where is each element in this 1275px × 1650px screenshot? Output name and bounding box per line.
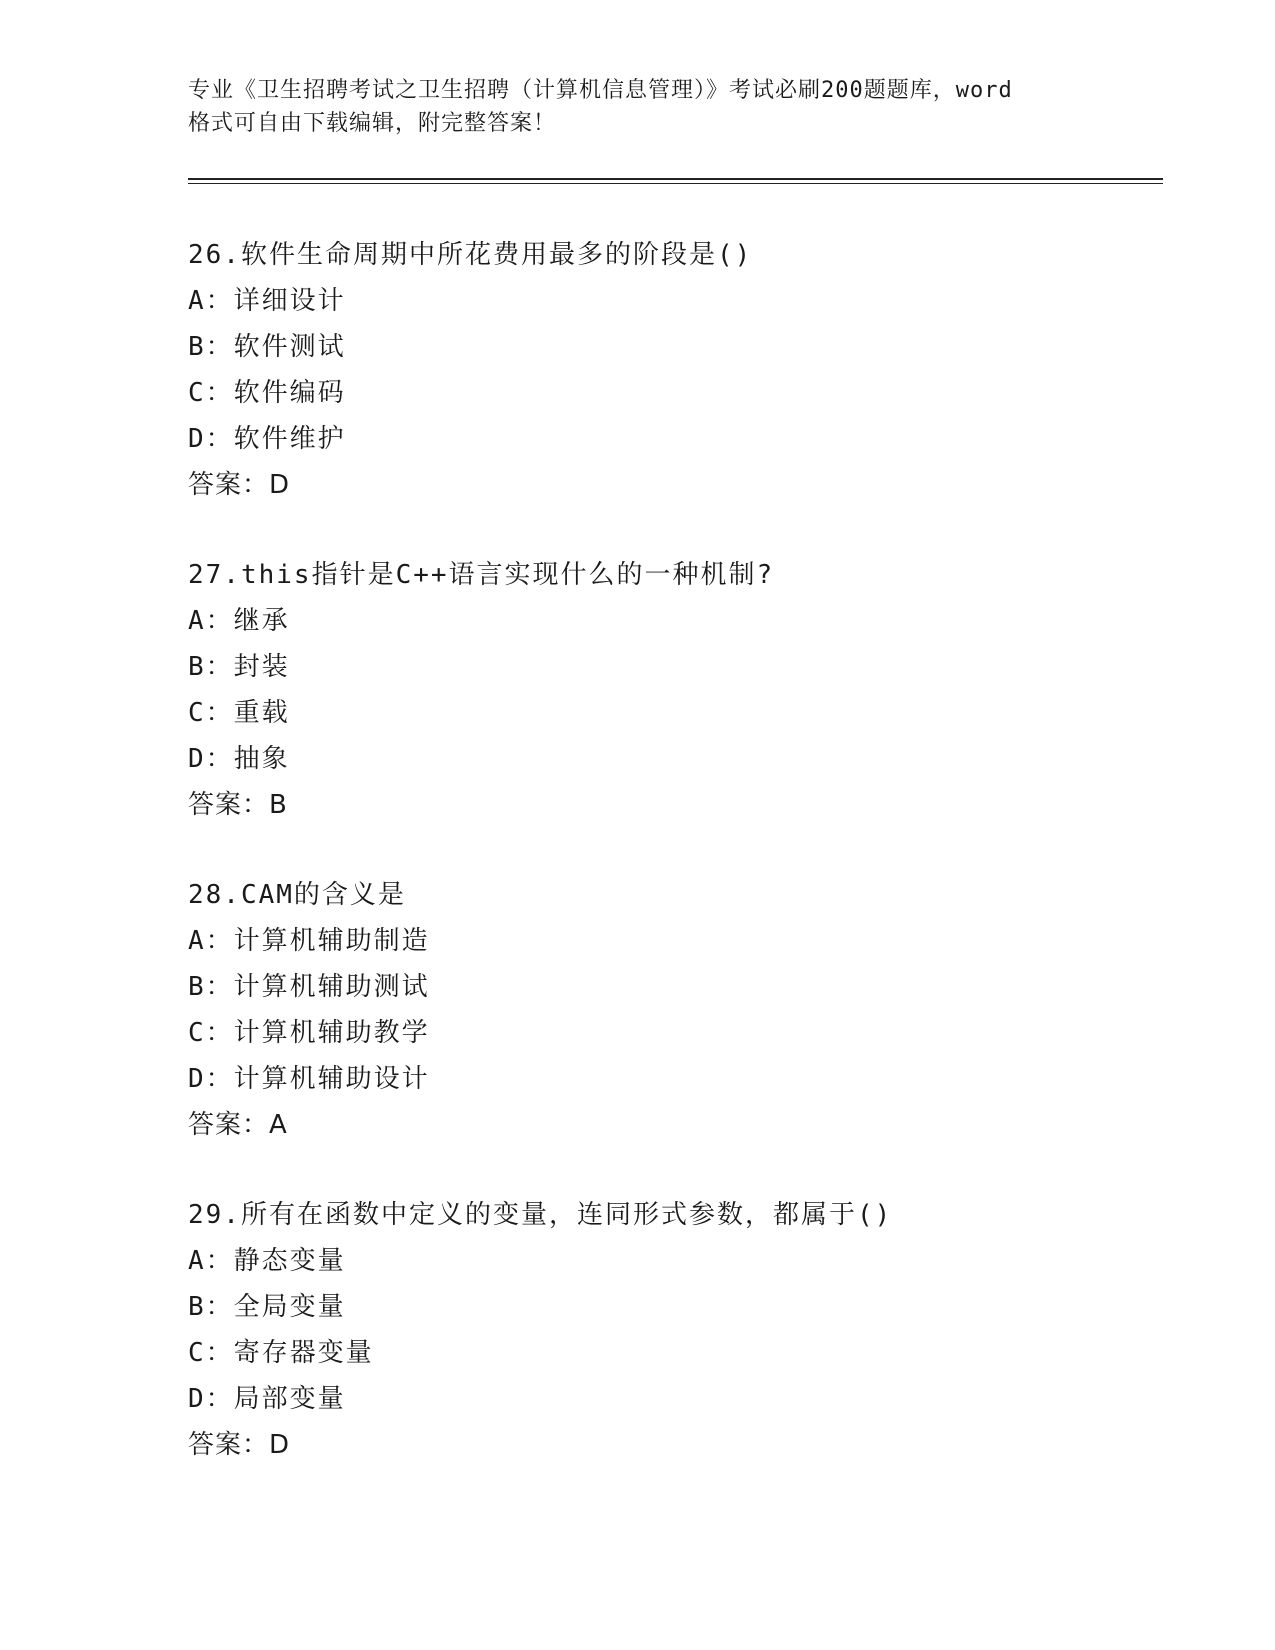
option-d: D：软件维护 — [188, 424, 346, 454]
answer-line: 答案：D — [188, 1430, 291, 1460]
answer-line: 答案：A — [188, 1110, 288, 1140]
option-a: A：详细设计 — [188, 286, 346, 316]
question-stem: 27.this指针是C++语言实现什么的一种机制? — [188, 560, 775, 590]
option-c: C：计算机辅助教学 — [188, 1018, 430, 1048]
question-stem: 28.CAM的含义是 — [188, 880, 406, 910]
option-a: A：静态变量 — [188, 1246, 346, 1276]
question-28 — [188, 872, 1163, 1148]
option-d: D：计算机辅助设计 — [188, 1064, 430, 1094]
question-stem: 26.软件生命周期中所花费用最多的阶段是() — [188, 240, 753, 270]
document-header — [188, 74, 1088, 140]
answer-line: 答案：D — [188, 470, 291, 500]
header-line-2: 格式可自由下载编辑，附完整答案！ — [188, 111, 557, 136]
question-list — [188, 232, 1163, 1512]
option-c: C：软件编码 — [188, 378, 346, 408]
option-b: B：软件测试 — [188, 332, 346, 362]
option-b: B：封装 — [188, 652, 290, 682]
option-d: D：局部变量 — [188, 1384, 346, 1414]
option-b: B：全局变量 — [188, 1292, 346, 1322]
option-c: C：寄存器变量 — [188, 1338, 374, 1368]
option-c: C：重载 — [188, 698, 290, 728]
option-a: A：计算机辅助制造 — [188, 926, 430, 956]
header-divider — [188, 178, 1163, 184]
question-26 — [188, 232, 1163, 508]
header-line-1: 专业《卫生招聘考试之卫生招聘（计算机信息管理）》考试必刷200题题库，word — [188, 78, 1013, 103]
question-29 — [188, 1192, 1163, 1468]
option-a: A：继承 — [188, 606, 290, 636]
option-d: D：抽象 — [188, 744, 290, 774]
question-27 — [188, 552, 1163, 828]
question-stem: 29.所有在函数中定义的变量，连同形式参数，都属于() — [188, 1200, 893, 1230]
option-b: B：计算机辅助测试 — [188, 972, 430, 1002]
answer-line: 答案：B — [188, 790, 288, 820]
